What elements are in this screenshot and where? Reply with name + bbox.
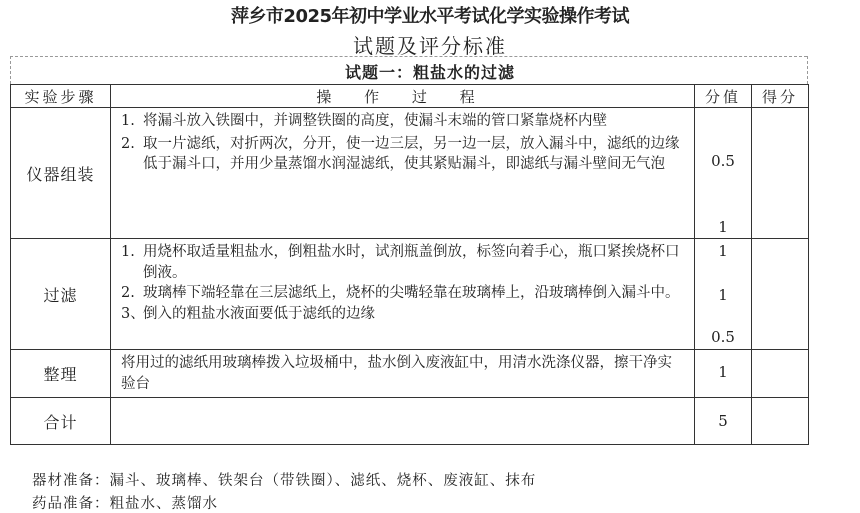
header-process: 操 作 过 程 bbox=[111, 85, 695, 108]
header-score: 分值 bbox=[695, 85, 752, 108]
process-step bbox=[121, 134, 684, 175]
step-number: 2. bbox=[121, 285, 135, 301]
total-score: 5 bbox=[718, 412, 728, 430]
score-value: 1 bbox=[718, 286, 728, 304]
process-step bbox=[121, 283, 684, 304]
step-label: 仪器组装 bbox=[11, 108, 111, 239]
step-number: 2. bbox=[121, 135, 135, 152]
header-row bbox=[11, 85, 809, 108]
step-number: 3、 bbox=[121, 305, 145, 322]
process-step bbox=[121, 304, 684, 325]
process-step bbox=[121, 242, 684, 283]
process-cell bbox=[111, 239, 695, 350]
score-cell bbox=[695, 239, 752, 350]
table-row bbox=[11, 239, 809, 350]
score-value: 1 bbox=[718, 242, 728, 260]
table-row bbox=[11, 350, 809, 398]
step-label: 整理 bbox=[11, 350, 111, 398]
equipment-note: 器材准备：漏斗、玻璃棒、铁架台（带铁圈）、滤纸、烧杯、废液缸、抹布 bbox=[32, 473, 537, 489]
step-label: 过滤 bbox=[11, 239, 111, 350]
chemicals-note: 药品准备：粗盐水、蒸馏水 bbox=[32, 496, 218, 512]
step-text: 将漏斗放入铁圈中，并调整铁圈的高度，使漏斗末端的管口紧靠烧杯内壁 bbox=[143, 113, 607, 129]
got-cell bbox=[752, 398, 809, 445]
score-value: 0.5 bbox=[711, 328, 735, 346]
scoring-table bbox=[10, 84, 809, 445]
step-text: 用烧杯取适量粗盐水，倒粗盐水时，试剂瓶盖倒放，标签向着手心，瓶口紧挨烧杯口倒液。 bbox=[143, 244, 680, 281]
step-text: 取一片滤纸，对折两次，分开，使一边三层，另一边一层，放入漏斗中，滤纸的边缘低于漏斗口，并用少量蒸馏水润湿滤纸，使其紧贴漏斗，即滤纸与漏斗壁间无气泡 bbox=[143, 135, 680, 172]
step-number: 1. bbox=[121, 244, 135, 260]
score-value: 1 bbox=[718, 218, 728, 236]
divider bbox=[10, 56, 807, 57]
step-text: 将用过的滤纸用玻璃棒拨入垃圾桶中，盐水倒入废液缸中，用清水洗涤仪器，擦干净实验台 bbox=[121, 355, 672, 392]
step-text: 倒入的粗盐水液面要低于滤纸的边缘 bbox=[143, 305, 375, 322]
question-title: 试题一：粗盐水的过滤 bbox=[344, 63, 515, 82]
got-cell bbox=[752, 350, 809, 398]
score-cell bbox=[695, 350, 752, 398]
table-row bbox=[11, 108, 809, 239]
document-subtitle: 试题及评分标准 bbox=[353, 34, 507, 58]
process-cell bbox=[111, 108, 695, 239]
header-step: 实验步骤 bbox=[11, 85, 111, 108]
step-number: 1. bbox=[121, 113, 135, 129]
score-value: 1 bbox=[718, 363, 728, 381]
score-cell bbox=[695, 398, 752, 445]
process-step bbox=[121, 111, 684, 132]
got-cell bbox=[752, 108, 809, 239]
header-got: 得分 bbox=[752, 85, 809, 108]
process-cell bbox=[111, 398, 695, 445]
process-cell bbox=[111, 350, 695, 398]
score-value: 0.5 bbox=[711, 152, 735, 170]
step-text: 玻璃棒下端轻靠在三层滤纸上，烧杯的尖嘴轻靠在玻璃棒上，沿玻璃棒倒入漏斗中。 bbox=[143, 285, 680, 301]
total-row bbox=[11, 398, 809, 445]
got-cell bbox=[752, 239, 809, 350]
document-title: 萍乡市2025年初中学业水平考试化学实验操作考试 bbox=[230, 6, 630, 27]
total-label: 合计 bbox=[11, 398, 111, 445]
score-cell bbox=[695, 108, 752, 239]
